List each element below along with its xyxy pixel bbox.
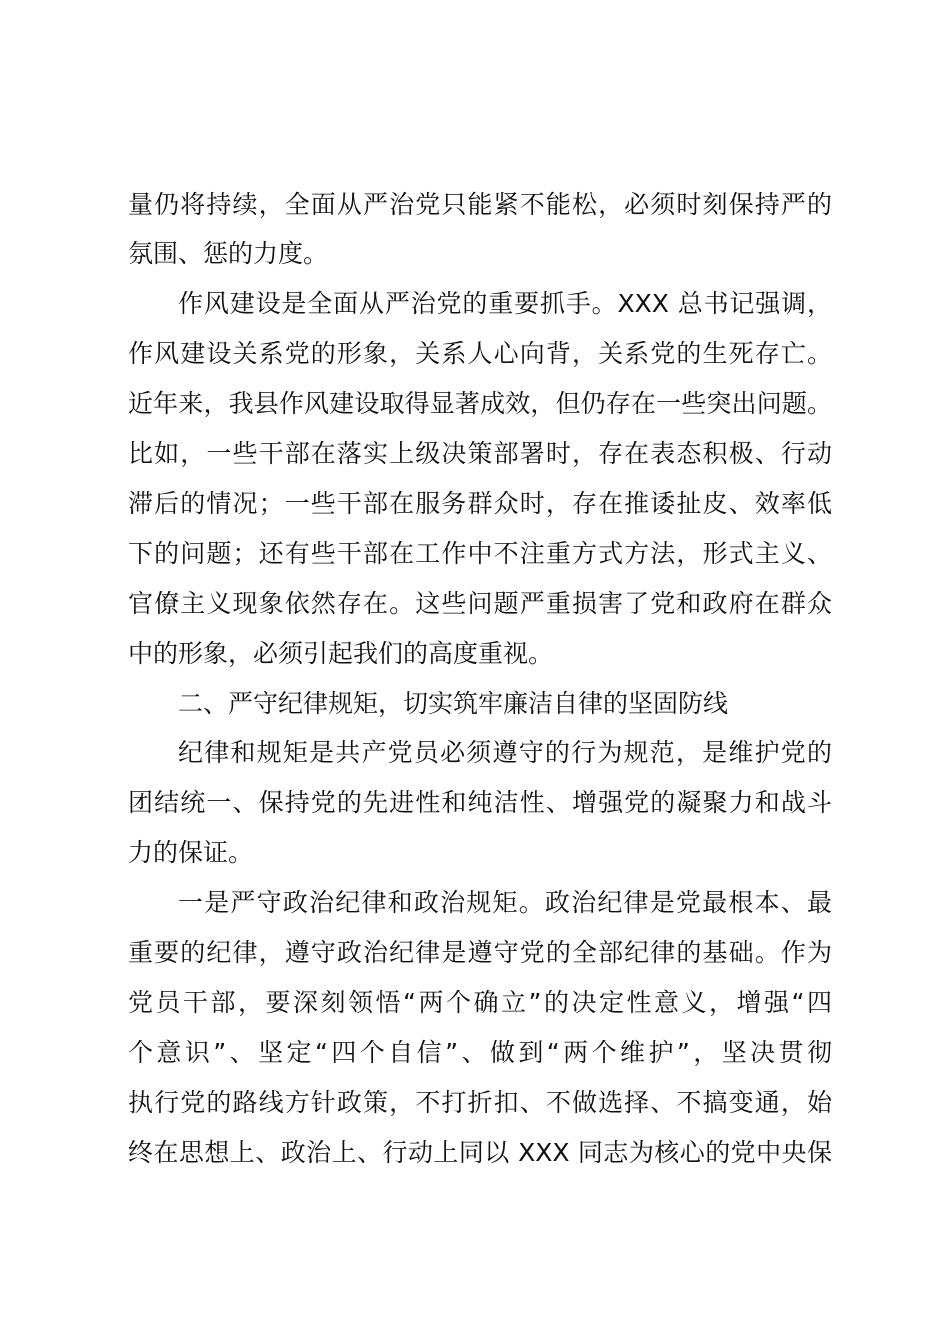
text-line: 作风建设关系党的形象，关系人心向背，关系党的生死存亡。 — [128, 339, 832, 368]
text-line: 官僚主义现象依然存在。这些问题严重损害了党和政府在群众 — [128, 589, 832, 618]
text-line: 党员干部，要深刻领悟“两个确立”的决定性意义，增强“四 — [128, 988, 832, 1017]
section-heading: 二、严守纪律规矩，切实筑牢廉洁自律的坚固防线 — [178, 689, 729, 718]
text-line: 执行党的路线方针政策，不打折扣、不做选择、不搞变通，始 — [128, 1088, 832, 1117]
paragraph-first-line: 一是严守政治纪律和政治规矩。政治纪律是党最根本、最 — [178, 888, 832, 917]
text-line: 中的形象，必须引起我们的高度重视。 — [128, 639, 554, 668]
text-line: 团结统一、保持党的先进性和纯洁性、增强党的凝聚力和战斗 — [128, 788, 832, 817]
text-line: 氛围、惩的力度。 — [128, 239, 329, 268]
text-line: 个意识”、坚定“四个自信”、做到“两个维护”，坚决贯彻 — [128, 1038, 832, 1067]
text-line: 量仍将持续，全面从严治党只能紧不能松，必须时刻保持严的 — [128, 190, 832, 219]
text-line: 终在思想上、政治上、行动上同以 XXX 同志为核心的党中央保 — [128, 1138, 832, 1167]
text-line: 重要的纪律，遵守政治纪律是遵守党的全部纪律的基础。作为 — [128, 938, 832, 967]
paragraph-first-line: 纪律和规矩是共产党员必须遵守的行为规范，是维护党的 — [178, 738, 832, 767]
paragraph-first-line: 作风建设是全面从严治党的重要抓手。XXX 总书记强调， — [178, 289, 832, 318]
text-line: 下的问题；还有些干部在工作中不注重方式方法，形式主义、 — [128, 539, 832, 568]
text-line: 近年来，我县作风建设取得显著成效，但仍存在一些突出问题。 — [128, 389, 832, 418]
text-line: 比如，一些干部在落实上级决策部署时，存在表态积极、行动 — [128, 439, 832, 468]
text-line: 滞后的情况；一些干部在服务群众时，存在推诿扯皮、效率低 — [128, 489, 832, 518]
text-line: 力的保证。 — [128, 838, 254, 867]
